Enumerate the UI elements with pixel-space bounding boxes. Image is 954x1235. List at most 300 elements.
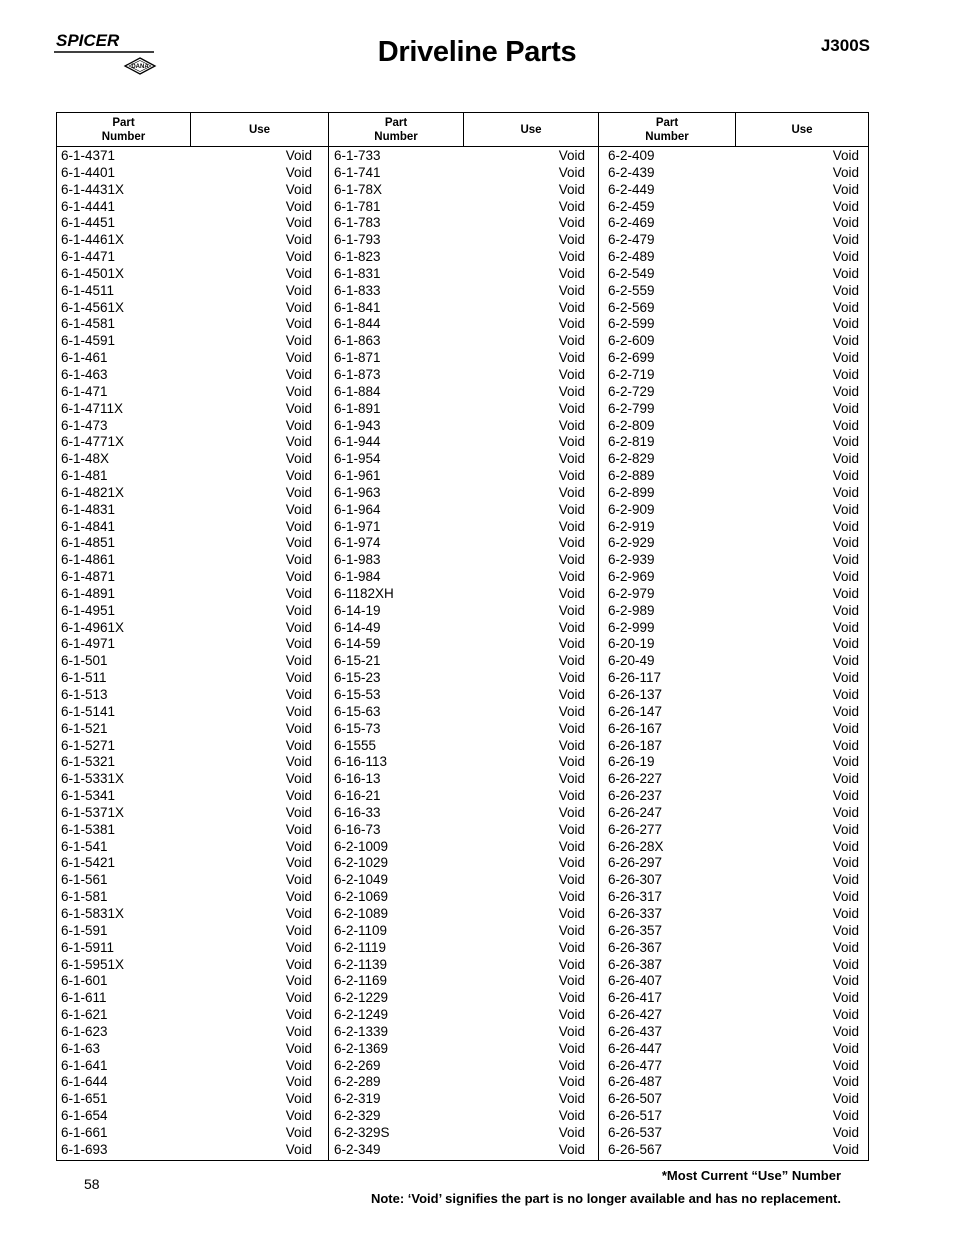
table-row [57, 738, 312, 755]
part-number-cell: 6-1-4961X [61, 619, 125, 635]
part-number-cell: 6-1-5831X [61, 905, 125, 921]
table-row [57, 316, 312, 333]
table-row [604, 418, 859, 435]
use-cell: Void [832, 232, 859, 248]
table-row [57, 620, 312, 637]
table-row [604, 906, 859, 923]
table-row [57, 451, 312, 468]
part-number-cell: 6-1-4561X [61, 299, 125, 315]
part-number-cell: 6-1-5421 [61, 855, 116, 871]
use-cell: Void [832, 383, 859, 399]
use-cell: Void [832, 350, 859, 366]
table-row [604, 957, 859, 974]
part-number-cell: 6-16-33 [334, 804, 381, 820]
table-row [604, 990, 859, 1007]
table-row [57, 1007, 312, 1024]
table-row [330, 1007, 585, 1024]
table-row [57, 771, 312, 788]
part-number-cell: 6-1-651 [61, 1091, 108, 1107]
use-cell: Void [558, 1040, 585, 1056]
part-number-cell: 6-1-943 [334, 417, 381, 433]
part-number-cell: 6-2-1109 [334, 922, 388, 938]
part-number-cell: 6-1-841 [334, 299, 381, 315]
part-number-cell: 6-2-729 [608, 383, 655, 399]
use-cell: Void [285, 838, 312, 854]
part-number-cell: 6-26-307 [608, 872, 663, 888]
use-cell: Void [285, 282, 312, 298]
part-number-cell: 6-1-611 [61, 990, 107, 1006]
table-row [330, 300, 585, 317]
table-row [330, 333, 585, 350]
use-cell: Void [285, 299, 312, 315]
part-number-cell: 6-2-479 [608, 232, 655, 248]
table-row [330, 418, 585, 435]
table-row [57, 367, 312, 384]
use-cell: Void [832, 249, 859, 265]
part-number-cell: 6-2-809 [608, 417, 655, 433]
use-cell: Void [832, 855, 859, 871]
part-number-cell: 6-2-1169 [334, 973, 388, 989]
use-cell: Void [832, 215, 859, 231]
part-number-cell: 6-1-4471 [61, 249, 116, 265]
part-number-cell: 6-2-1009 [334, 838, 389, 854]
header-use-3: Use [791, 123, 813, 136]
table-row [604, 316, 859, 333]
use-cell: Void [832, 501, 859, 517]
use-cell: Void [558, 636, 585, 652]
table-row [330, 636, 585, 653]
part-number-cell: 6-1-591 [61, 922, 108, 938]
part-number-cell: 6-2-409 [608, 148, 655, 163]
table-row [604, 502, 859, 519]
table-row [330, 839, 585, 856]
part-number-cell: 6-2-449 [608, 181, 655, 197]
table-row [604, 687, 859, 704]
part-number-cell: 6-2-439 [608, 164, 655, 180]
part-number-cell: 6-1182XH [334, 585, 394, 601]
use-cell: Void [832, 468, 859, 484]
table-row [604, 283, 859, 300]
part-number-cell: 6-1-4511 [61, 282, 115, 298]
header-divider [463, 113, 464, 146]
use-cell: Void [558, 249, 585, 265]
part-number-cell: 6-1-833 [334, 282, 381, 298]
header-use-1: Use [248, 123, 271, 136]
table-row [604, 586, 859, 603]
use-cell: Void [832, 720, 859, 736]
use-cell: Void [558, 282, 585, 298]
part-number-cell: 6-1-4711X [61, 400, 124, 416]
part-number-cell: 6-2-459 [608, 198, 655, 214]
table-row [330, 468, 585, 485]
header-part-label: Part [384, 116, 408, 129]
part-number-cell: 6-2-929 [608, 535, 655, 551]
use-cell: Void [285, 1124, 312, 1140]
part-number-cell: 6-1-5331X [61, 771, 125, 787]
use-cell: Void [832, 687, 859, 702]
table-row [57, 687, 312, 704]
part-number-cell: 6-1-4371 [61, 148, 116, 163]
table-row [57, 805, 312, 822]
use-cell: Void [285, 333, 312, 349]
part-number-cell: 6-1-963 [334, 484, 381, 500]
use-cell: Void [558, 720, 585, 736]
use-cell: Void [285, 956, 312, 972]
part-number-cell: 6-1-644 [61, 1074, 108, 1090]
use-cell: Void [832, 1023, 859, 1039]
table-row [330, 350, 585, 367]
part-number-cell: 6-26-337 [608, 905, 663, 921]
table-row [330, 788, 585, 805]
use-cell: Void [558, 619, 585, 635]
use-cell: Void [558, 434, 585, 450]
use-cell: Void [832, 771, 859, 787]
use-cell: Void [832, 905, 859, 921]
part-number-cell: 6-26-437 [608, 1023, 663, 1039]
table-row [330, 889, 585, 906]
table-row [604, 165, 859, 182]
part-number-cell: 6-1-961 [334, 468, 381, 484]
use-cell: Void [285, 973, 312, 989]
table-row [330, 687, 585, 704]
part-number-cell: 6-26-507 [608, 1091, 663, 1107]
use-cell: Void [558, 1141, 585, 1157]
part-number-cell: 6-1-4861 [61, 552, 116, 568]
part-number-cell: 6-26-407 [608, 973, 663, 989]
part-number-cell: 6-26-567 [608, 1141, 663, 1157]
use-cell: Void [558, 905, 585, 921]
use-cell: Void [832, 1091, 859, 1107]
use-cell: Void [558, 552, 585, 568]
use-cell: Void [558, 821, 585, 837]
use-cell: Void [832, 821, 859, 837]
use-cell: Void [558, 1108, 585, 1124]
part-number-cell: 6-2-969 [608, 569, 655, 585]
use-cell: Void [285, 754, 312, 770]
table-row [330, 603, 585, 620]
table-row [604, 367, 859, 384]
table-row [57, 182, 312, 199]
use-cell: Void [832, 1141, 859, 1157]
use-cell: Void [832, 299, 859, 315]
use-cell: Void [832, 990, 859, 1006]
use-cell: Void [285, 720, 312, 736]
part-number-cell: 6-1-971 [334, 518, 381, 534]
table-row [57, 603, 312, 620]
table-row [330, 620, 585, 637]
use-cell: Void [285, 821, 312, 837]
use-cell: Void [285, 703, 312, 719]
part-number-cell: 6-1-831 [334, 265, 381, 281]
part-number-cell: 6-26-247 [608, 804, 663, 820]
table-row [57, 1074, 312, 1091]
parts-table [56, 112, 869, 1161]
table-row [330, 266, 585, 283]
part-number-cell: 6-1-661 [61, 1124, 108, 1140]
part-number-cell: 6-1555 [334, 737, 377, 753]
table-row [604, 754, 859, 771]
table-row [604, 519, 859, 536]
part-number-cell: 6-1-964 [334, 501, 381, 517]
part-number-cell: 6-26-19 [608, 754, 655, 770]
use-cell: Void [558, 788, 585, 804]
part-number-cell: 6-1-4441 [61, 198, 116, 214]
part-number-cell: 6-2-899 [608, 484, 655, 500]
table-row [604, 552, 859, 569]
use-cell: Void [285, 788, 312, 804]
part-number-cell: 6-2-1249 [334, 1007, 389, 1023]
use-cell: Void [832, 889, 859, 905]
use-cell: Void [285, 1141, 312, 1157]
use-cell: Void [832, 484, 859, 500]
table-row [604, 1007, 859, 1024]
use-cell: Void [558, 1057, 585, 1073]
page-number: 58 [84, 1176, 100, 1192]
table-row [330, 822, 585, 839]
use-cell: Void [285, 434, 312, 450]
use-cell: Void [558, 535, 585, 551]
use-cell: Void [558, 939, 585, 955]
use-cell: Void [285, 350, 312, 366]
table-row [330, 653, 585, 670]
table-row [604, 485, 859, 502]
use-cell: Void [832, 316, 859, 332]
part-number-cell: 6-16-73 [334, 821, 381, 837]
table-row [604, 653, 859, 670]
part-number-cell: 6-1-481 [61, 468, 108, 484]
part-number-cell: 6-1-4591 [61, 333, 116, 349]
use-cell: Void [558, 1124, 585, 1140]
table-row [330, 519, 585, 536]
part-number-cell: 6-1-783 [334, 215, 381, 231]
table-row [330, 1041, 585, 1058]
table-row [330, 552, 585, 569]
table-row [330, 721, 585, 738]
use-cell: Void [558, 872, 585, 888]
use-cell: Void [558, 316, 585, 332]
part-number-cell: 6-2-1029 [334, 855, 389, 871]
table-row [604, 872, 859, 889]
part-number-cell: 6-1-871 [334, 350, 381, 366]
part-number-cell: 6-2-999 [608, 619, 655, 635]
use-cell: Void [558, 585, 585, 601]
part-number-cell: 6-26-277 [608, 821, 663, 837]
table-row [57, 586, 312, 603]
use-cell: Void [558, 484, 585, 500]
use-cell: Void [832, 670, 859, 686]
use-cell: Void [558, 148, 585, 163]
table-row [57, 636, 312, 653]
table-row [604, 199, 859, 216]
use-cell: Void [558, 804, 585, 820]
part-number-cell: 6-1-4891 [61, 585, 116, 601]
use-cell: Void [558, 417, 585, 433]
column-divider [598, 113, 599, 1160]
use-cell: Void [558, 366, 585, 382]
use-cell: Void [558, 333, 585, 349]
table-row [330, 586, 585, 603]
part-number-cell: 6-2-1119 [334, 939, 387, 955]
part-number-cell: 6-26-137 [608, 687, 663, 702]
table-row [330, 283, 585, 300]
table-row [330, 316, 585, 333]
use-cell: Void [285, 1007, 312, 1023]
part-number-cell: 6-1-5951X [61, 956, 125, 972]
table-row [57, 788, 312, 805]
table-row [604, 182, 859, 199]
parts-column-2 [330, 148, 585, 1159]
part-number-cell: 6-1-733 [334, 148, 381, 163]
table-row [330, 485, 585, 502]
use-cell: Void [832, 535, 859, 551]
part-number-cell: 6-1-884 [334, 383, 381, 399]
table-row [604, 401, 859, 418]
use-cell: Void [832, 636, 859, 652]
part-number-cell: 6-2-1089 [334, 905, 389, 921]
most-current-use-note: *Most Current “Use” Number [661, 1168, 841, 1183]
use-cell: Void [558, 569, 585, 585]
table-row [57, 1024, 312, 1041]
part-number-cell: 6-1-844 [334, 316, 381, 332]
use-cell: Void [285, 1023, 312, 1039]
part-number-cell: 6-2-1069 [334, 889, 389, 905]
table-row [604, 704, 859, 721]
table-row [57, 1108, 312, 1125]
part-number-cell: 6-1-501 [61, 653, 108, 669]
table-row [57, 485, 312, 502]
part-number-cell: 6-1-5381 [61, 821, 116, 837]
use-cell: Void [832, 737, 859, 753]
table-row [604, 620, 859, 637]
part-number-cell: 6-1-581 [61, 889, 108, 905]
part-number-cell: 6-16-21 [334, 788, 381, 804]
use-cell: Void [285, 366, 312, 382]
part-number-cell: 6-1-4971 [61, 636, 116, 652]
table-row [330, 451, 585, 468]
part-number-cell: 6-2-1229 [334, 990, 389, 1006]
part-number-cell: 6-1-5341 [61, 788, 116, 804]
use-cell: Void [558, 855, 585, 871]
table-row [57, 266, 312, 283]
table-row [330, 1091, 585, 1108]
table-row [330, 1125, 585, 1142]
use-cell: Void [832, 754, 859, 770]
table-row [330, 771, 585, 788]
table-row [57, 418, 312, 435]
part-number-cell: 6-1-4401 [61, 164, 116, 180]
use-cell: Void [285, 653, 312, 669]
part-number-cell: 6-1-623 [61, 1023, 108, 1039]
table-row [604, 1091, 859, 1108]
use-cell: Void [832, 939, 859, 955]
use-cell: Void [558, 350, 585, 366]
use-cell: Void [832, 1124, 859, 1140]
part-number-cell: 6-1-601 [61, 973, 108, 989]
part-number-cell: 6-1-4461X [61, 232, 125, 248]
part-number-cell: 6-2-1339 [334, 1023, 389, 1039]
use-cell: Void [832, 585, 859, 601]
table-row [330, 1142, 585, 1159]
use-cell: Void [832, 1108, 859, 1124]
part-number-cell: 6-1-4871 [61, 569, 116, 585]
part-number-cell: 6-2-289 [334, 1074, 381, 1090]
part-number-cell: 6-2-489 [608, 249, 655, 265]
use-cell: Void [832, 1040, 859, 1056]
part-number-cell: 6-1-4501X [61, 265, 125, 281]
use-cell: Void [285, 687, 312, 702]
use-cell: Void [558, 1007, 585, 1023]
table-row [57, 535, 312, 552]
table-row [57, 519, 312, 536]
part-number-cell: 6-2-889 [608, 468, 655, 484]
part-number-cell: 6-1-693 [61, 1141, 108, 1157]
part-number-cell: 6-26-417 [608, 990, 663, 1006]
table-row [604, 1024, 859, 1041]
header-part-label: Part [655, 116, 679, 129]
table-row [604, 468, 859, 485]
part-number-cell: 6-1-781 [334, 198, 381, 214]
part-number-cell: 6-2-989 [608, 602, 655, 618]
table-row [604, 333, 859, 350]
use-cell: Void [285, 990, 312, 1006]
table-row [604, 434, 859, 451]
part-number-cell: 6-1-954 [334, 451, 381, 467]
use-cell: Void [832, 451, 859, 467]
table-row [57, 1091, 312, 1108]
part-number-cell: 6-26-427 [608, 1007, 663, 1023]
part-number-cell: 6-26-517 [608, 1108, 663, 1124]
table-row [604, 350, 859, 367]
part-number-cell: 6-2-909 [608, 501, 655, 517]
use-cell: Void [285, 804, 312, 820]
use-cell: Void [285, 249, 312, 265]
table-row [57, 923, 312, 940]
table-row [330, 1108, 585, 1125]
table-row [604, 839, 859, 856]
use-cell: Void [558, 383, 585, 399]
table-row [57, 704, 312, 721]
part-number-cell: 6-2-1049 [334, 872, 389, 888]
use-cell: Void [832, 788, 859, 804]
use-cell: Void [558, 265, 585, 281]
table-row [604, 148, 859, 165]
use-cell: Void [285, 552, 312, 568]
table-row [330, 199, 585, 216]
part-number-cell: 6-2-269 [334, 1057, 381, 1073]
part-number-cell: 6-2-329 [334, 1108, 381, 1124]
part-number-cell: 6-1-78X [334, 181, 383, 197]
part-number-cell: 6-16-113 [334, 754, 388, 770]
use-cell: Void [832, 838, 859, 854]
part-number-cell: 6-2-349 [334, 1141, 381, 1157]
use-cell: Void [832, 872, 859, 888]
use-cell: Void [832, 804, 859, 820]
table-row [604, 670, 859, 687]
part-number-cell: 6-1-891 [334, 400, 381, 416]
use-cell: Void [558, 687, 585, 702]
table-row [604, 805, 859, 822]
part-number-cell: 6-1-48X [61, 451, 110, 467]
page-title: Driveline Parts [377, 36, 577, 68]
part-number-cell: 6-1-823 [334, 249, 381, 265]
table-row [330, 855, 585, 872]
use-cell: Void [558, 468, 585, 484]
part-number-cell: 6-1-4841 [61, 518, 116, 534]
part-number-cell: 6-1-4771X [61, 434, 125, 450]
use-cell: Void [285, 939, 312, 955]
void-definition-note: Note: ‘Void’ signifies the part is no longer available and has no replacement. [370, 1191, 841, 1206]
part-number-cell: 6-1-541 [61, 838, 108, 854]
